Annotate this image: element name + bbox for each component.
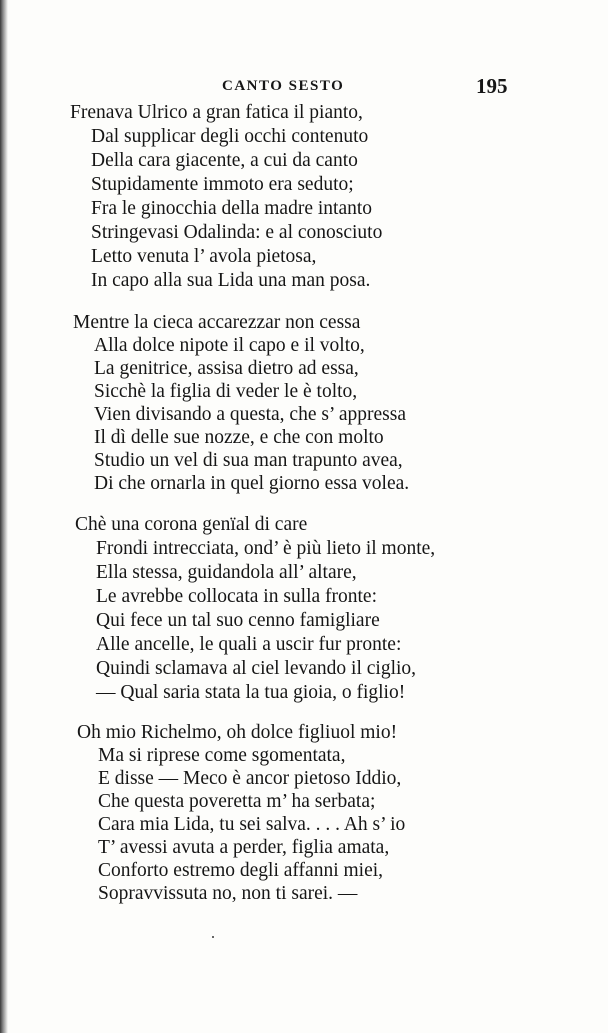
verse-line: Vien divisando a questa, che s’ appressa bbox=[94, 404, 406, 425]
verse-line: Le avrebbe collocata in sulla fronte: bbox=[96, 586, 377, 607]
verse-line: Di che ornarla in quel giorno essa volea. bbox=[94, 473, 410, 494]
verse-line: Della cara giacente, a cui da canto bbox=[91, 150, 358, 171]
verse-line: Mentre la cieca accarezzar non cessa bbox=[73, 312, 361, 333]
verse-line: Stringevasi Odalinda: e al conosciuto bbox=[91, 222, 383, 243]
verse-line: Fra le ginocchia della madre intanto bbox=[91, 198, 373, 219]
page-binding-edge bbox=[0, 0, 8, 1033]
verse-line: Che questa poveretta m’ ha serbata; bbox=[98, 791, 376, 812]
verse-line: Frenava Ulrico a gran fatica il pianto, bbox=[70, 102, 363, 123]
verse-line: E disse — Meco è ancor pietoso Iddio, bbox=[98, 768, 402, 789]
print-speck bbox=[212, 936, 214, 938]
verse-line: Il dì delle sue nozze, e che con molto bbox=[94, 427, 384, 448]
verse-line: T’ avessi avuta a perder, figlia amata, bbox=[98, 837, 390, 858]
verse-line: Oh mio Richelmo, oh dolce figliuol mio! bbox=[77, 722, 398, 743]
verse-line: Sopravvissuta no, non ti sarei. — bbox=[98, 883, 358, 904]
verse-line: In capo alla sua Lida una man posa. bbox=[91, 270, 371, 291]
verse-line: Letto venuta l’ avola pietosa, bbox=[91, 246, 317, 267]
verse-line: Dal supplicar degli occhi contenuto bbox=[91, 126, 369, 147]
verse-line: Sicchè la figlia di veder le è tolto, bbox=[94, 381, 358, 402]
verse-line: — Qual saria stata la tua gioia, o figlio! bbox=[96, 682, 406, 703]
verse-line: Chè una corona genïal di care bbox=[75, 514, 308, 535]
verse-line: Studio un vel di sua man trapunto avea, bbox=[94, 450, 403, 471]
canto-title: CANTO SESTO bbox=[222, 78, 345, 94]
verse-line: Qui fece un tal suo cenno famigliare bbox=[96, 610, 380, 631]
verse-line: Quindi sclamava al ciel levando il ciglio, bbox=[96, 658, 417, 679]
verse-line: Stupidamente immoto era seduto; bbox=[91, 174, 354, 195]
running-head bbox=[0, 74, 608, 98]
verse-line: Ella stessa, guidandola all’ altare, bbox=[96, 562, 357, 583]
verse-line: Frondi intrecciata, ond’ è più lieto il monte, bbox=[96, 538, 436, 559]
page-number: 195 bbox=[476, 74, 508, 98]
verse-line: Ma si riprese come sgomentata, bbox=[98, 745, 346, 766]
verse-line: Cara mia Lida, tu sei salva. . . . Ah s’ io bbox=[98, 814, 406, 835]
verse-line: Alla dolce nipote il capo e il volto, bbox=[94, 335, 365, 356]
verse-line: Alle ancelle, le quali a uscir fur pronte: bbox=[96, 634, 402, 655]
verse-line: La genitrice, assisa dietro ad essa, bbox=[94, 358, 359, 379]
verse-line: Conforto estremo degli affanni miei, bbox=[98, 860, 384, 881]
